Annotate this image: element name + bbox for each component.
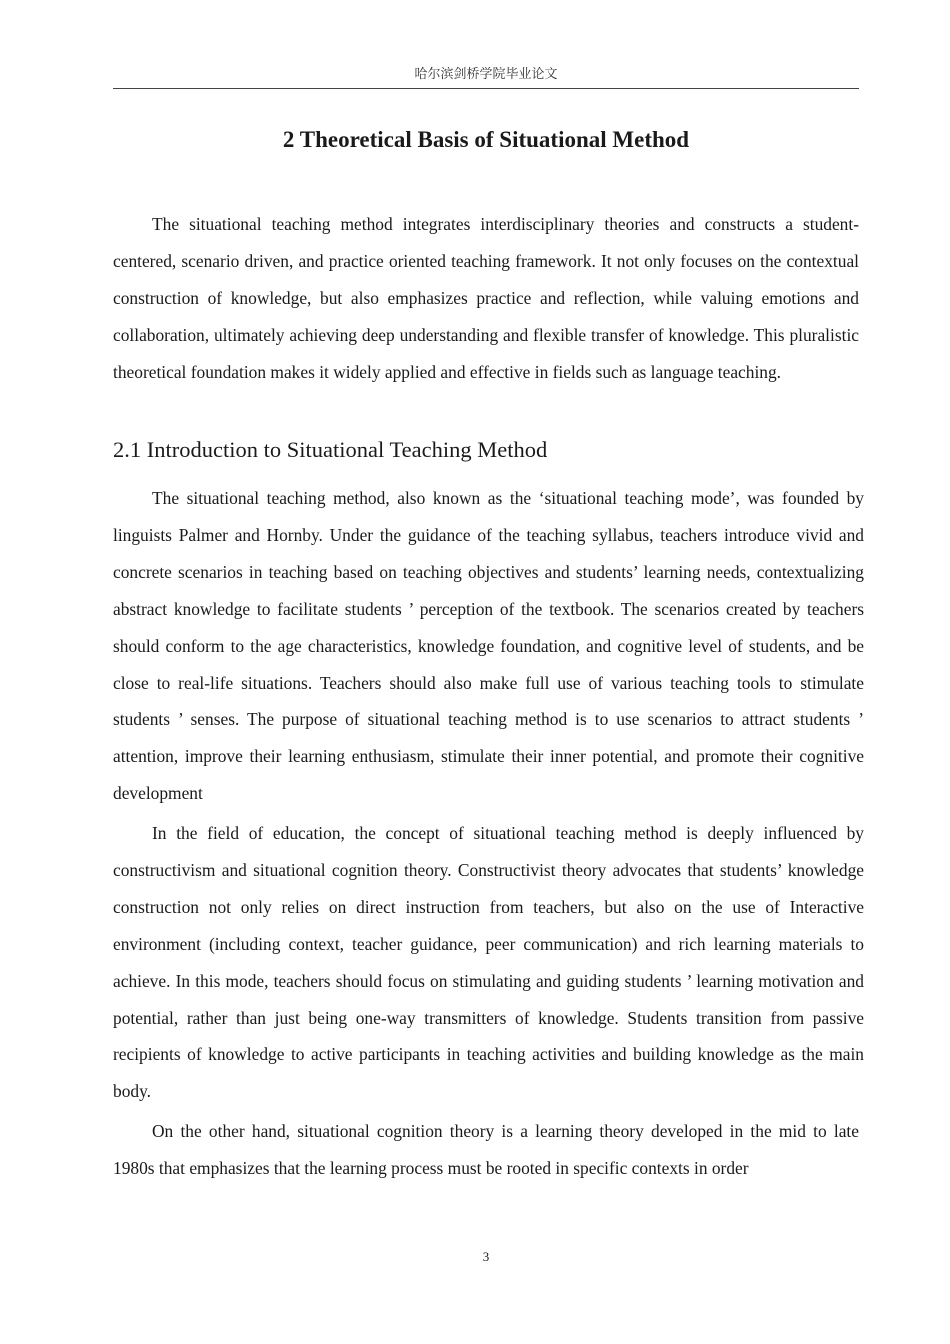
section-paragraph-block bbox=[113, 480, 864, 812]
chapter-title: 2 Theoretical Basis of Situational Method bbox=[282, 127, 690, 152]
running-header: 哈尔滨剑桥学院毕业论文 bbox=[414, 67, 558, 82]
header-divider bbox=[113, 88, 859, 89]
section-paragraph-block bbox=[113, 815, 864, 1110]
intro-paragraph: The situational teaching method integrates interdisciplinary theories and constructs a student-centered, scenario driven, and practice oriented teaching framework. It not only focuses on the contextual construction of knowledge, but also emphasizes practice and reflection, while valuing emotions and collaboration, ultimately achieving deep understanding and flexible transfer of knowledge. This pluralistic theoretical foundation makes it widely applied and effective in fields such as language teaching. bbox=[113, 214, 859, 382]
section-paragraph-block bbox=[113, 1113, 859, 1187]
chapter-intro bbox=[113, 206, 859, 391]
page-number: 3 bbox=[482, 1249, 490, 1264]
section-paragraph: In the field of education, the concept of situational teaching method is deeply influenced by constructivism and situational cognition theory. Constructivist theory advocates that students’ knowledge construction not only relies on direct instruction from teachers, but also on the use of Interactive environment (including context, teacher guidance, peer communication) and rich learning materials to achieve. In this mode, teachers should focus on stimulating and guiding students ’ learning motivation and potential, rather than just being one-way transmitters of knowledge. Students transition from passive recipients of knowledge to active participants in teaching activities and building knowledge as the main body. bbox=[113, 823, 864, 1102]
section-paragraph: On the other hand, situational cognition theory is a learning theory developed in the mid to late 1980s that emphasizes that the learning process must be rooted in specific contexts in order bbox=[113, 1121, 859, 1178]
section-paragraph: The situational teaching method, also known as the ‘situational teaching mode’, was founded by linguists Palmer and Hornby. Under the guidance of the teaching syllabus, teachers introduce vivid and concrete scenarios in teaching based on teaching objectives and students’ learning needs, contextualizing abstract knowledge to facilitate students ’ perception of the textbook. The scenarios created by teachers should conform to the age characteristics, knowledge foundation, and cognitive level of students, and be close to real-life situations. Teachers should also make full use of various teaching tools to stimulate students ’ senses. The purpose of situational teaching method is to use scenarios to attract students ’ attention, improve their learning enthusiasm, stimulate their inner potential, and promote their cognitive development bbox=[113, 488, 864, 804]
section-heading: 2.1 Introduction to Situational Teaching Method bbox=[113, 437, 548, 462]
